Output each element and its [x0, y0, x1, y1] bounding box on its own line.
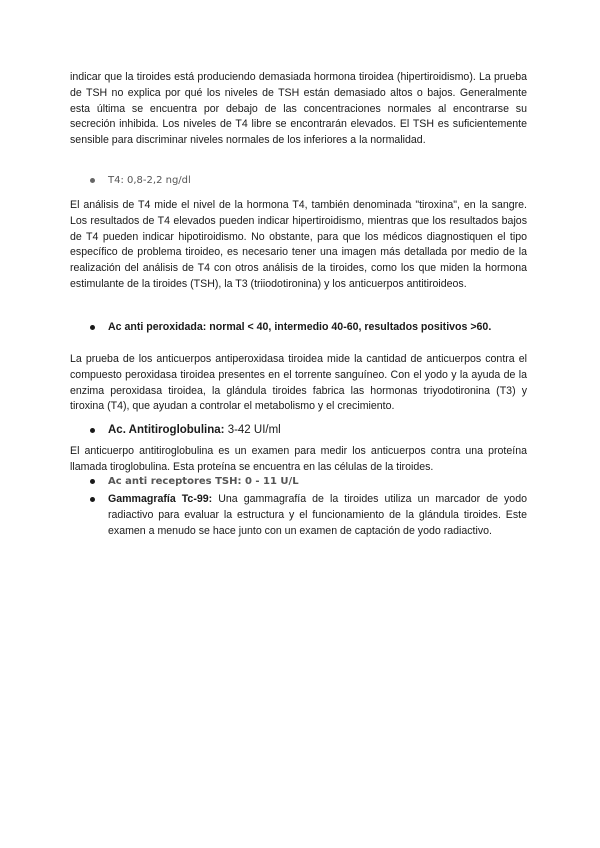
- gammagrafia-text: [108, 492, 527, 539]
- gammagrafia-label: Gammagrafía Tc-99:: [108, 493, 213, 505]
- paragraph-peroxidasa: La prueba de los anticuerpos antiperoxidasa tiroidea mide la cantidad de anticuerpos contra el compuesto peroxidasa tiroidea presentes en el torrente sanguíneo. Con el yodo y la ayuda de la enzima peroxidasa tiroidea, la glándula tiroides fabrica las hormonas triyodotironina (T3) y tiroxina (T4), que ayudan a controlar el metabolismo y el crecimiento.: [70, 353, 527, 413]
- paragraph-t4: El análisis de T4 mide el nivel de la hormona T4, también denominada "tiroxina", en la sangre. Los resultados de T4 elevados pueden indicar hipertiroidismo, mientras que los resultados bajos de T4 pueden indicar hipotiroidismo. No obstante, para que los médicos diagnostiquen el tipo específico de problema tiroideo, es necesario tener una imagen más detallada por medio de la realización del análisis de T4 con otros análisis de la tiroides, como los que miden la hormona estimulante de la tiroides (TSH), la T3 (triiodotironina) y los anticuerpos antitiroideos.: [70, 199, 527, 290]
- gammagrafia-description: Una gammagrafía de la tiroides utiliza un marcador de yodo radiactivo para evaluar la estructura y el funcionamiento de la glándula tiroides. Este examen a menudo se hace junto con un examen de captación de yodo radiactivo.: [108, 493, 527, 537]
- paragraph-tsh: indicar que la tiroides está produciendo demasiada hormona tiroidea (hipertiroidismo). La prueba de TSH no explica por qué los niveles de TSH están demasiado altos o bajos. Generalmente esta última se encuentra por debajo de las concentraciones normales al encontrarse su secreción inhibida. Los niveles de T4 libre se encontrarán elevados. El TSH es suficientemente sensible para discriminar niveles normales de los inferiores a la normalidad.: [70, 71, 527, 147]
- receptores-range: Ac anti receptores TSH: 0 - 11 U/L: [108, 476, 299, 487]
- bullet-icon: [90, 325, 95, 330]
- bullet-icon: [90, 497, 95, 502]
- bullet-icon: [90, 428, 95, 433]
- peroxidasa-range: Ac anti peroxidada: normal < 40, intermedio 40-60, resultados positivos >60.: [108, 321, 492, 333]
- antitiroglobulina-value: 3-42 UI/ml: [227, 424, 281, 436]
- antitiroglobulina-line: [108, 423, 281, 439]
- bullet-icon: [90, 479, 95, 484]
- bullet-icon: [90, 178, 95, 183]
- paragraph-antitiroglobulina: El anticuerpo antitiroglobulina es un examen para medir los anticuerpos contra una proteína llamada tiroglobulina. Esta proteína se encuentra en las células de la tiroides.: [70, 445, 527, 473]
- antitiroglobulina-label: Ac. Antitiroglobulina:: [108, 424, 225, 436]
- t4-range: T4: 0,8-2,2 ng/dl: [108, 175, 191, 186]
